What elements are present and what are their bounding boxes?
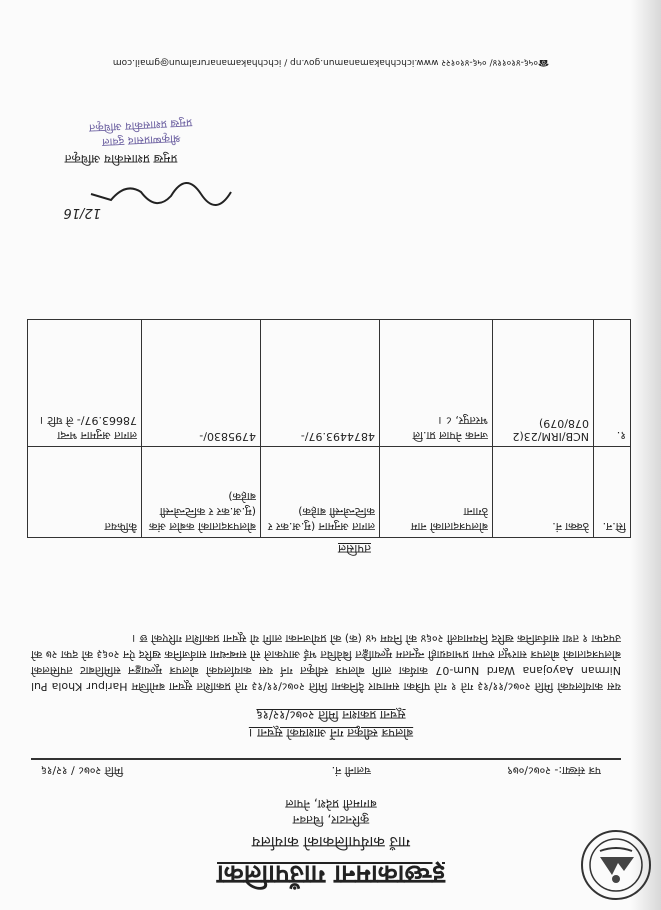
government-emblem-icon xyxy=(581,830,651,900)
header-contract-no: ठेक्का नं. xyxy=(493,447,594,538)
cell-bidder: जनक नेपाल प्रा.लि भरतपुर, ८ । xyxy=(380,320,493,447)
handwritten-date: 12/16 xyxy=(63,205,101,220)
dispatch-number: चलानी नं. xyxy=(331,764,371,777)
header-bid-amount: बोलपत्रदाताको कबोल अंक (मु.अ.कर र कन्टिन्जेन्सी बाहेक) xyxy=(142,447,261,538)
reference-number: पत्र संख्या:- २०७८/०७९ xyxy=(507,764,601,777)
subject-line-2: सूचना प्रकाशन मिति २०७८/१२/१६ xyxy=(256,708,406,722)
address xyxy=(201,796,461,828)
table-row xyxy=(28,320,631,447)
cell-contract-no: NCB/IRM/23(2 078/079) xyxy=(493,320,594,447)
address-line-1: कुरिनटार, चितवन xyxy=(292,813,370,827)
header-sn: सि.न. xyxy=(594,447,631,538)
cell-remarks: लागत अनुमान भन्दा 78663.97/- ले घटि । xyxy=(28,320,142,447)
header-divider xyxy=(31,758,621,760)
bid-table xyxy=(27,319,631,538)
office-name: गाउँ कार्यपालिकाको कार्यालय xyxy=(251,833,411,851)
header-cost-estimate: लागत अनुमान (मु.अ.कर र कन्टिन्जेन्सी बाहेक) xyxy=(261,447,380,538)
stamp-title: प्रमुख प्रशासकीय अधिकृत xyxy=(88,116,193,135)
address-line-2: बागमती प्रदेश, नेपाल xyxy=(285,797,377,811)
letter-meta xyxy=(41,760,601,782)
scan-shadow xyxy=(631,0,661,910)
cell-bid-amount: 4795830/- xyxy=(142,320,261,447)
table-header-row xyxy=(28,447,631,538)
stamp-name: श्रीकृष्णप्रसाद दुवाल xyxy=(101,131,182,150)
cell-cost-estimate: 4874493.97/- xyxy=(261,320,380,447)
notice-body: यस कार्यालयको मिति २०७८/११/१३ गते १ गते पत्रिका समाचार दैनिकमा मिति २०७८/११/१३ गते प्रकाशित सूचना बमोजिम Haripur Khola Pul Nirman Aayojana Ward Num-07 कार्यका लागि बोलपत्र स्वीकृत गर्न यस कार्यालयको बोलपत्र मूल्याङ्कन समितिबाट तपसिलको बोलपत्रदाताको बोलपत्र सारभूत रुपमा प्रभावग्राही न्यूनतम मूल्याङ्कित बिवेचित भई आएकाले सो सम्बन्धमा सार्वजनिक खरिद ऐन २०६३ को दफा २७ को उपदफा १ तथा सार्वजनिक खरिद नियमावली २०६४ को नियम ५४ (क) को प्रयोजनका लागि यो सूचना प्रकाशित गरिएको छ । xyxy=(31,632,621,693)
header-bidder: बोलपत्रदाताको नाम ठेगाना xyxy=(380,447,493,538)
contact-footer: ☎०५६-४१०११४/ ०५६-४१०१२२ www.ichchhakamanamun.gov.np / ichchhakamanaruralmun@gmail.com xyxy=(112,57,550,67)
signature-label: प्रमुख प्रशासकीय अधिकृत xyxy=(64,152,178,166)
cell-sn: १. xyxy=(594,320,631,447)
table-caption: तपसिल xyxy=(337,542,371,556)
organization-title: इच्छाकामना गाउँपालिका xyxy=(217,859,445,889)
letter-date: मिति २०७८ / १२/१६ xyxy=(41,764,124,777)
subject xyxy=(201,706,461,742)
header-remarks: कैफियत xyxy=(28,447,142,538)
subject-line-1: बोलपत्र स्वीकृत गर्ने आशयको सूचना । xyxy=(248,726,414,740)
